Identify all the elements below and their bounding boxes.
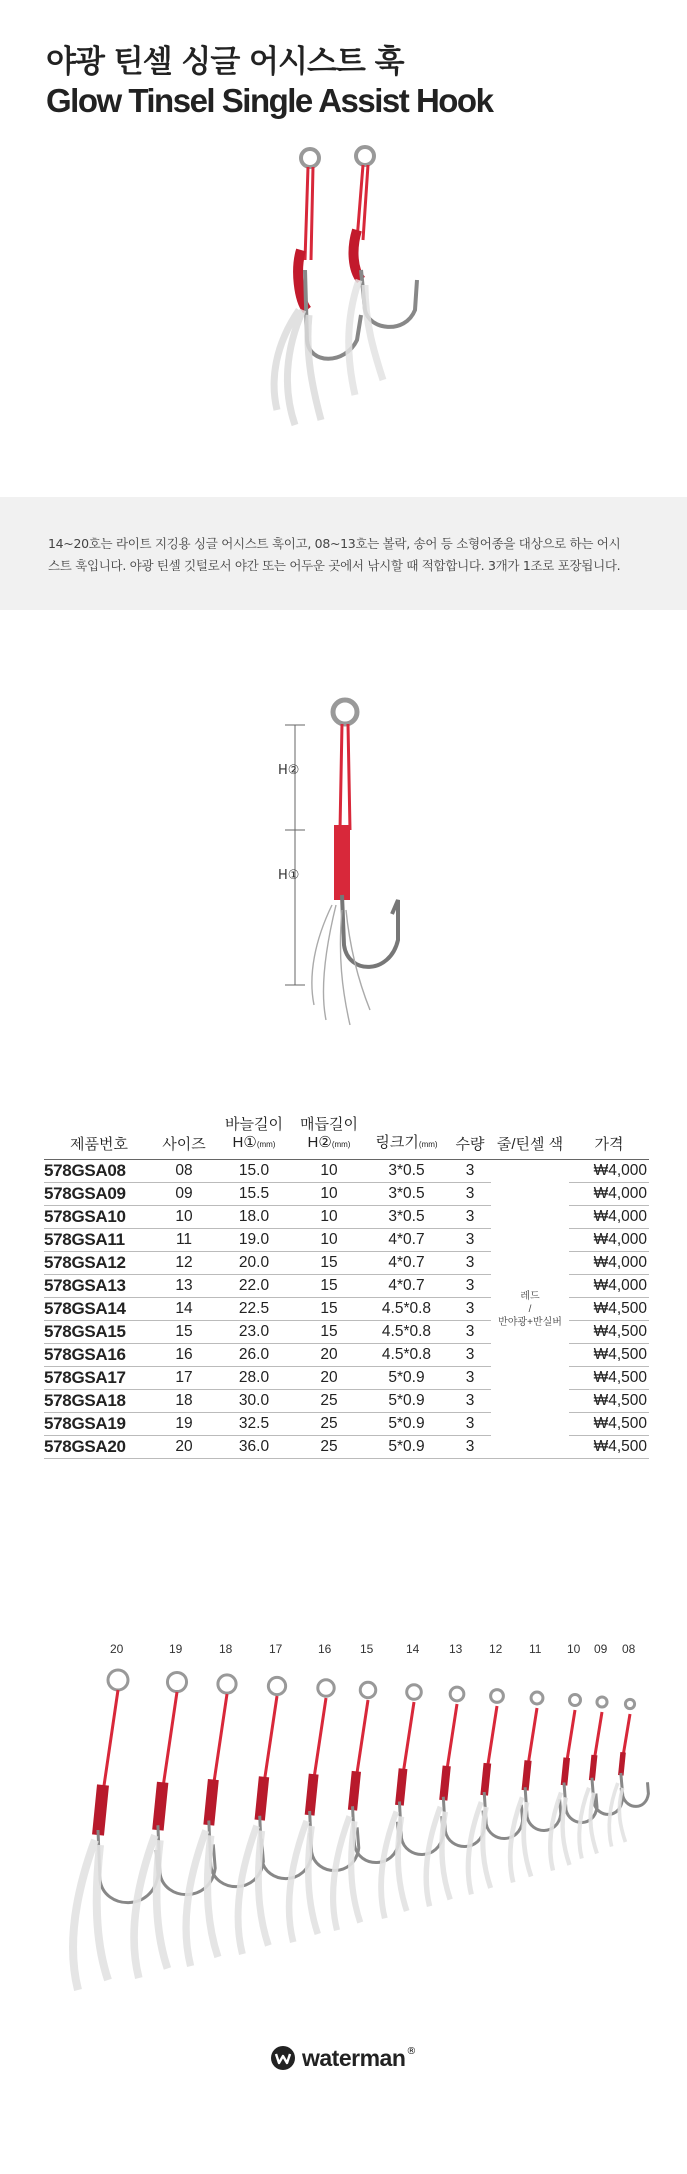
hook-line bbox=[487, 1706, 497, 1768]
cell-quantity: 3 bbox=[449, 1160, 491, 1183]
cell-knot-length: 15 bbox=[294, 1275, 364, 1298]
cell-knot-length: 10 bbox=[294, 1206, 364, 1229]
size-label: 10 bbox=[567, 1642, 581, 1656]
cell-size: 19 bbox=[154, 1413, 214, 1436]
col-knot-length bbox=[294, 1103, 364, 1160]
hook-tinsel bbox=[426, 1807, 450, 1907]
cell-size: 13 bbox=[154, 1275, 214, 1298]
hook-wrap bbox=[260, 1777, 264, 1820]
size-label: 16 bbox=[318, 1642, 332, 1656]
hook-line bbox=[163, 1692, 177, 1789]
lineup-hook bbox=[550, 1695, 597, 1871]
cell-size: 12 bbox=[154, 1252, 214, 1275]
col-qty: 수량 bbox=[449, 1103, 491, 1160]
hook-ring bbox=[491, 1690, 504, 1703]
cell-hook-length: 36.0 bbox=[214, 1436, 294, 1459]
hook-line bbox=[403, 1702, 414, 1774]
col-hook-length-sub: H① bbox=[232, 1134, 257, 1151]
dimension-diagram bbox=[270, 690, 450, 1030]
lineup-hook bbox=[238, 1677, 311, 1954]
lineup-hook bbox=[579, 1697, 622, 1859]
cell-model: 578GSA18 bbox=[44, 1390, 154, 1413]
size-label: 17 bbox=[269, 1642, 283, 1656]
hook-line bbox=[213, 1694, 227, 1786]
cell-quantity: 3 bbox=[449, 1275, 491, 1298]
cell-knot-length: 15 bbox=[294, 1252, 364, 1275]
cell-knot-length: 25 bbox=[294, 1436, 364, 1459]
lineup-hook bbox=[381, 1685, 443, 1919]
size-label: 11 bbox=[529, 1642, 542, 1656]
cell-ring-size: 5*0.9 bbox=[364, 1436, 449, 1459]
col-ring bbox=[364, 1103, 449, 1160]
page-title-english: Glow Tinsel Single Assist Hook bbox=[46, 82, 493, 119]
cell-knot-length: 25 bbox=[294, 1390, 364, 1413]
page-title-korean: 야광 틴셀 싱글 어시스트 훅 bbox=[46, 44, 404, 80]
cell-size: 15 bbox=[154, 1321, 214, 1344]
cell-ring-size: 4*0.7 bbox=[364, 1229, 449, 1252]
cell-size: 08 bbox=[154, 1160, 214, 1183]
cell-size: 09 bbox=[154, 1183, 214, 1206]
cell-price: ₩4,000 bbox=[569, 1206, 649, 1229]
cell-hook-length: 18.0 bbox=[214, 1206, 294, 1229]
hook-wrap bbox=[399, 1769, 403, 1806]
cell-hook-length: 32.5 bbox=[214, 1413, 294, 1436]
cell-model: 578GSA17 bbox=[44, 1367, 154, 1390]
cell-model: 578GSA20 bbox=[44, 1436, 154, 1459]
cell-price: ₩4,000 bbox=[569, 1229, 649, 1252]
cell-quantity: 3 bbox=[449, 1252, 491, 1275]
lineup-hook bbox=[134, 1672, 215, 1978]
cell-price: ₩4,500 bbox=[569, 1367, 649, 1390]
size-label: 12 bbox=[489, 1642, 503, 1656]
cell-ring-size: 3*0.5 bbox=[364, 1160, 449, 1183]
cell-price: ₩4,000 bbox=[569, 1252, 649, 1275]
size-label: 13 bbox=[449, 1642, 463, 1656]
cell-knot-length: 10 bbox=[294, 1229, 364, 1252]
h2-label: H② bbox=[278, 763, 300, 778]
hook-tinsel bbox=[381, 1812, 407, 1919]
table-row bbox=[44, 1160, 649, 1183]
cell-price: ₩4,500 bbox=[569, 1298, 649, 1321]
hook-line bbox=[264, 1696, 277, 1783]
h1-label: H① bbox=[278, 868, 300, 883]
cell-hook-length: 28.0 bbox=[214, 1367, 294, 1390]
cell-hook-length: 20.0 bbox=[214, 1252, 294, 1275]
cell-price: ₩4,000 bbox=[569, 1160, 649, 1183]
waterman-logo-icon bbox=[270, 2045, 296, 2071]
hook-wrap bbox=[525, 1760, 528, 1790]
hook-wrap bbox=[564, 1758, 567, 1786]
cell-ring-size: 4.5*0.8 bbox=[364, 1298, 449, 1321]
hero-hook-image bbox=[265, 140, 435, 430]
cell-price: ₩4,000 bbox=[569, 1183, 649, 1206]
cell-quantity: 3 bbox=[449, 1183, 491, 1206]
cell-price: ₩4,000 bbox=[569, 1275, 649, 1298]
col-knot-length-unit: (mm) bbox=[331, 1140, 351, 1149]
hook-line bbox=[314, 1698, 326, 1780]
cell-quantity: 3 bbox=[449, 1206, 491, 1229]
hook-ring bbox=[108, 1670, 128, 1690]
col-size: 사이즈 bbox=[154, 1103, 214, 1160]
lineup-hook bbox=[186, 1675, 263, 1966]
lineup-hook bbox=[468, 1690, 522, 1895]
cell-quantity: 3 bbox=[449, 1321, 491, 1344]
col-ring-unit: (mm) bbox=[418, 1140, 438, 1149]
cell-size: 20 bbox=[154, 1436, 214, 1459]
cell-price: ₩4,500 bbox=[569, 1413, 649, 1436]
cell-price: ₩4,500 bbox=[569, 1390, 649, 1413]
cell-model: 578GSA16 bbox=[44, 1344, 154, 1367]
hook-ring bbox=[360, 1682, 376, 1698]
size-lineup-image bbox=[40, 1620, 660, 2000]
col-model: 제품번호 bbox=[44, 1103, 154, 1160]
size-label: 20 bbox=[110, 1642, 124, 1656]
hook-tinsel bbox=[73, 1840, 108, 1990]
hook-wrap bbox=[209, 1780, 214, 1826]
hook-ring bbox=[268, 1677, 285, 1694]
color-note-top: 레드 bbox=[520, 1290, 540, 1302]
cell-knot-length: 15 bbox=[294, 1298, 364, 1321]
col-ring-label: 링크기 bbox=[375, 1134, 419, 1151]
cell-model: 578GSA14 bbox=[44, 1298, 154, 1321]
hook-wrap bbox=[353, 1771, 357, 1810]
cell-hook-length: 30.0 bbox=[214, 1390, 294, 1413]
cell-size: 18 bbox=[154, 1390, 214, 1413]
hook-ring bbox=[318, 1680, 334, 1696]
hook-ring bbox=[531, 1692, 543, 1704]
cell-size: 14 bbox=[154, 1298, 214, 1321]
cell-size: 16 bbox=[154, 1344, 214, 1367]
col-hook-length-label: 바늘길이 bbox=[225, 1116, 283, 1133]
cell-quantity: 3 bbox=[449, 1367, 491, 1390]
size-label: 09 bbox=[594, 1642, 608, 1656]
hook-wrap bbox=[484, 1763, 487, 1795]
hook-wrap bbox=[158, 1782, 163, 1830]
cell-price: ₩4,500 bbox=[569, 1436, 649, 1459]
cell-hook-length: 23.0 bbox=[214, 1321, 294, 1344]
col-hook-length-unit: (mm) bbox=[256, 1140, 276, 1149]
size-label: 15 bbox=[360, 1642, 374, 1656]
cell-quantity: 3 bbox=[449, 1229, 491, 1252]
cell-ring-size: 4*0.7 bbox=[364, 1275, 449, 1298]
hook-tinsel bbox=[468, 1802, 490, 1894]
hook-ring bbox=[597, 1697, 607, 1707]
hook-ring bbox=[218, 1675, 236, 1693]
cell-model: 578GSA11 bbox=[44, 1229, 154, 1252]
lineup-hook bbox=[289, 1680, 359, 1942]
cell-knot-length: 25 bbox=[294, 1413, 364, 1436]
cell-ring-size: 4.5*0.8 bbox=[364, 1344, 449, 1367]
cell-size: 11 bbox=[154, 1229, 214, 1252]
hook-bend bbox=[353, 1806, 400, 1862]
cell-model: 578GSA10 bbox=[44, 1206, 154, 1229]
col-knot-length-sub: H② bbox=[307, 1134, 332, 1151]
table-header-row bbox=[44, 1103, 649, 1160]
lineup-hook bbox=[73, 1670, 158, 1990]
lineup-hook bbox=[609, 1699, 648, 1846]
hook-tinsel bbox=[289, 1821, 318, 1942]
size-label: 14 bbox=[406, 1642, 420, 1656]
size-label: 18 bbox=[219, 1642, 233, 1656]
description-line-1: 14~20호는 라이트 지깅용 싱글 어시스트 훅이고, 08~13호는 볼락, 송어 등 소형어종을 대상으로 하는 어시 bbox=[48, 536, 621, 551]
col-price: 가격 bbox=[569, 1103, 649, 1160]
hook-line bbox=[528, 1708, 537, 1765]
cell-quantity: 3 bbox=[449, 1413, 491, 1436]
hook-wrap bbox=[310, 1774, 314, 1815]
hook-ring bbox=[625, 1699, 634, 1708]
brand-name: waterman bbox=[302, 2044, 406, 2071]
cell-model: 578GSA09 bbox=[44, 1183, 154, 1206]
cell-price: ₩4,500 bbox=[569, 1321, 649, 1344]
spec-table bbox=[44, 1103, 649, 1459]
col-color: 줄/틴셀 색 bbox=[491, 1103, 569, 1160]
cell-hook-length: 19.0 bbox=[214, 1229, 294, 1252]
hook-tinsel bbox=[134, 1835, 167, 1978]
hook-ring bbox=[167, 1672, 186, 1691]
hook-tinsel bbox=[238, 1826, 268, 1954]
cell-price: ₩4,500 bbox=[569, 1344, 649, 1367]
lineup-hook bbox=[426, 1687, 484, 1906]
color-note-bottom: 반야광+반실버 bbox=[498, 1316, 562, 1328]
cell-quantity: 3 bbox=[449, 1436, 491, 1459]
hook-wrap bbox=[98, 1785, 103, 1835]
brand-logo bbox=[270, 2044, 416, 2072]
hook-line bbox=[567, 1710, 575, 1762]
col-knot-length-label: 매듭길이 bbox=[300, 1116, 358, 1133]
lineup-hook bbox=[333, 1682, 399, 1930]
cell-size: 10 bbox=[154, 1206, 214, 1229]
cell-hook-length: 15.5 bbox=[214, 1183, 294, 1206]
cell-ring-size: 5*0.9 bbox=[364, 1367, 449, 1390]
hook-wrap bbox=[621, 1752, 623, 1775]
hook-wrap bbox=[592, 1755, 595, 1780]
cell-ring-size: 5*0.9 bbox=[364, 1413, 449, 1436]
cell-ring-size: 5*0.9 bbox=[364, 1390, 449, 1413]
cell-ring-size: 3*0.5 bbox=[364, 1206, 449, 1229]
description-line-2: 스트 훅입니다. 야광 틴셀 깃털로서 야간 또는 어두운 곳에서 낚시할 때 적합합니다. 3개가 1조로 포장됩니다. bbox=[48, 558, 621, 573]
hook-ring bbox=[450, 1687, 464, 1701]
product-description bbox=[48, 533, 648, 577]
cell-quantity: 3 bbox=[449, 1390, 491, 1413]
size-label: 19 bbox=[169, 1642, 183, 1656]
hook-line bbox=[356, 1700, 368, 1777]
cell-knot-length: 10 bbox=[294, 1160, 364, 1183]
hook-line bbox=[447, 1704, 457, 1771]
cell-quantity: 3 bbox=[449, 1344, 491, 1367]
hook-line bbox=[594, 1712, 602, 1759]
size-label: 08 bbox=[622, 1642, 636, 1656]
color-note-mid: / bbox=[528, 1303, 532, 1315]
lineup-hook bbox=[510, 1692, 561, 1882]
cell-quantity: 3 bbox=[449, 1298, 491, 1321]
cell-knot-length: 20 bbox=[294, 1344, 364, 1367]
cell-ring-size: 4*0.7 bbox=[364, 1252, 449, 1275]
cell-model: 578GSA15 bbox=[44, 1321, 154, 1344]
hook-ring bbox=[570, 1695, 581, 1706]
cell-model: 578GSA19 bbox=[44, 1413, 154, 1436]
cell-ring-size: 4.5*0.8 bbox=[364, 1321, 449, 1344]
cell-hook-length: 22.5 bbox=[214, 1298, 294, 1321]
col-hook-length bbox=[214, 1103, 294, 1160]
cell-size: 17 bbox=[154, 1367, 214, 1390]
hook-line bbox=[103, 1690, 118, 1793]
hook-bend bbox=[621, 1773, 649, 1806]
hook-ring bbox=[407, 1685, 422, 1700]
brand-registered-mark: ® bbox=[406, 2046, 417, 2057]
cell-model: 578GSA13 bbox=[44, 1275, 154, 1298]
cell-ring-size: 3*0.5 bbox=[364, 1183, 449, 1206]
hook-line bbox=[623, 1714, 630, 1756]
cell-knot-length: 10 bbox=[294, 1183, 364, 1206]
cell-model: 578GSA12 bbox=[44, 1252, 154, 1275]
cell-hook-length: 26.0 bbox=[214, 1344, 294, 1367]
hook-wrap bbox=[443, 1766, 446, 1800]
cell-knot-length: 20 bbox=[294, 1367, 364, 1390]
cell-color bbox=[491, 1160, 569, 1459]
cell-model: 578GSA08 bbox=[44, 1160, 154, 1183]
cell-hook-length: 22.0 bbox=[214, 1275, 294, 1298]
cell-hook-length: 15.0 bbox=[214, 1160, 294, 1183]
cell-knot-length: 15 bbox=[294, 1321, 364, 1344]
